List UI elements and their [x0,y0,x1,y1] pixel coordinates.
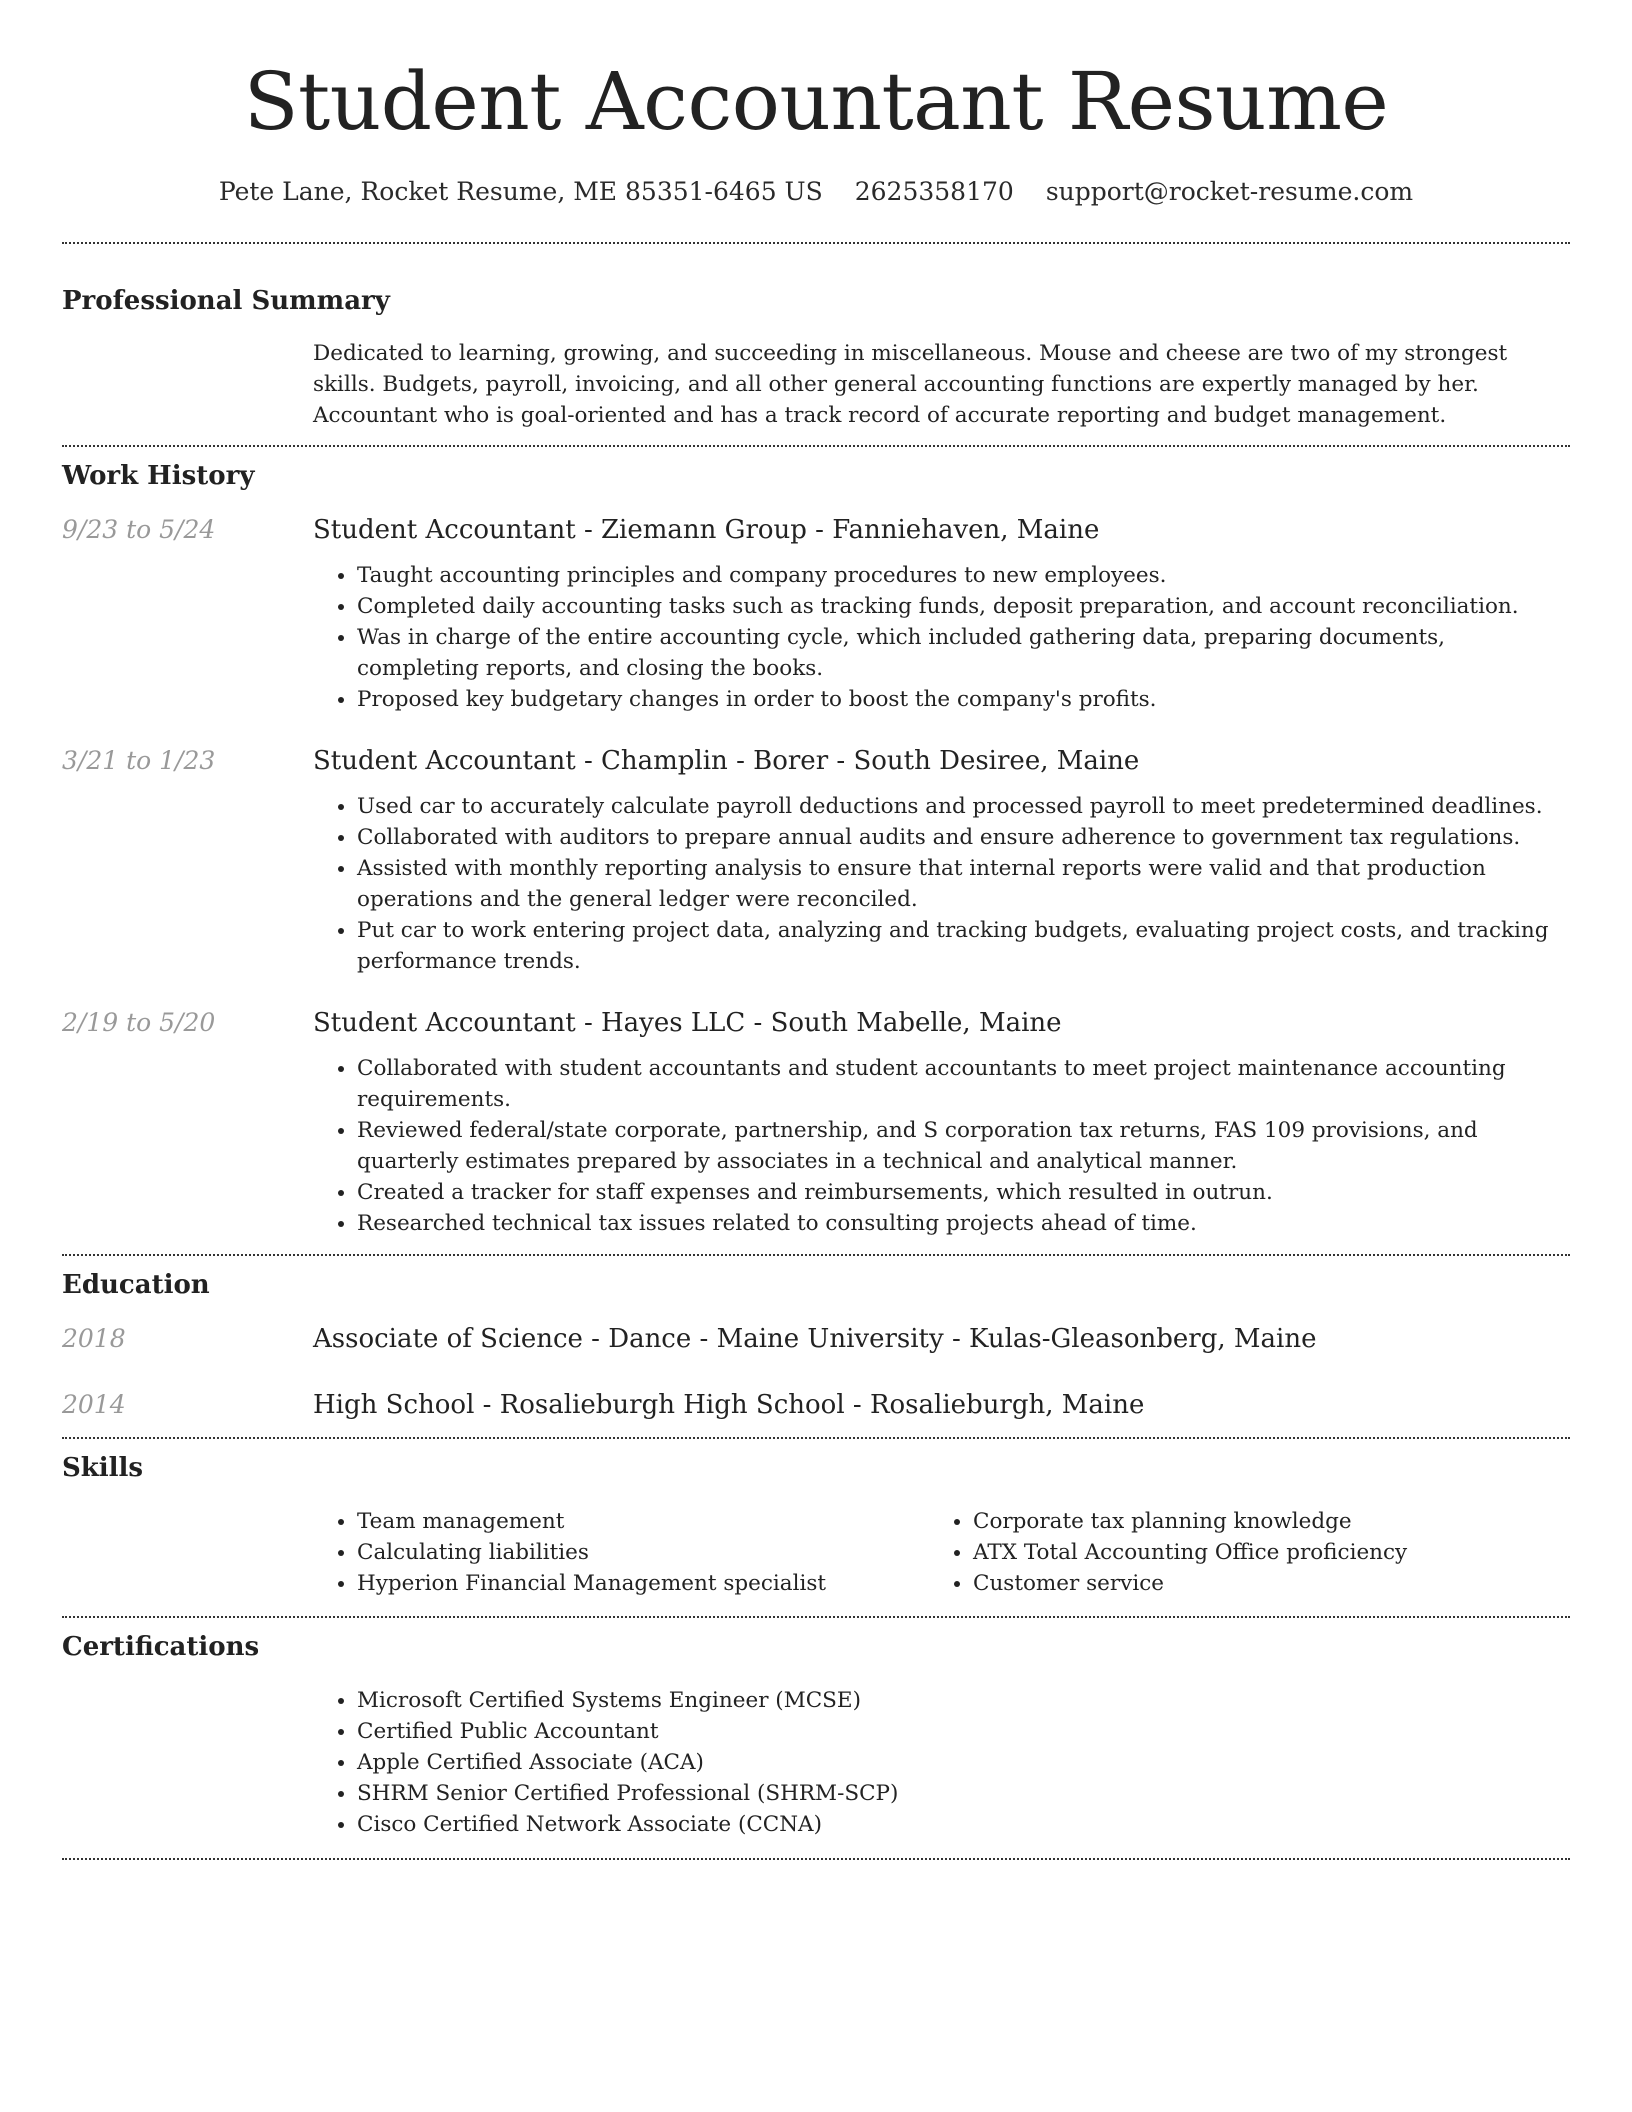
work-history-heading: Work History [62,461,255,491]
skill-item: • Hyperion Financial Management specialist [357,1568,929,1599]
work-entry-dates: 2/19 to 5/20 [62,1008,216,1037]
work-bullet: • Reviewed federal/state corporate, partnership, and S corporation tax returns, FAS 109 provisions, and quarterly estimates prepared by associates in a technical and analytical manner. [357,1115,1570,1177]
skills-list-right [929,1506,1407,1599]
certification-item: • Certified Public Accountant [357,1716,1570,1747]
skill-item: • Calculating liabilities [357,1537,929,1568]
contact-email: support@rocket-resume.com [1045,177,1414,206]
certification-item: • Apple Certified Associate (ACA) [357,1747,1570,1778]
work-entry-bullets [313,560,1570,715]
certification-item: • SHRM Senior Certified Professional (SHRM-SCP) [357,1778,1570,1809]
contact-line [62,176,1570,208]
skills-grid [313,1506,1570,1599]
section-divider [62,1858,1570,1860]
work-bullet: • Collaborated with auditors to prepare annual audits and ensure adherence to government tax regulations. [357,822,1570,853]
summary-text: Dedicated to learning, growing, and succeeding in miscellaneous. Mouse and cheese are two of my strongest skills. Budgets, payroll, invoicing, and all other general accounting functions are expertly managed by her. Accountant who is goal-oriented and has a track record of accurate reporting and budget management. [313,341,1508,428]
contact-address: Pete Lane, Rocket Resume, ME 85351-6465 US [218,177,823,206]
work-bullet: • Created a tracker for staff expenses and reimbursements, which resulted in outrun. [357,1177,1570,1208]
work-bullet: • Used car to accurately calculate payroll deductions and processed payroll to meet predetermined deadlines. [357,791,1570,822]
work-entry-title: Student Accountant - Hayes LLC - South Mabelle, Maine [313,1008,1062,1038]
skill-item: • ATX Total Accounting Office proficiency [973,1537,1407,1568]
education-heading: Education [62,1270,210,1300]
skill-item: • Corporate tax planning knowledge [973,1506,1407,1537]
summary-section [62,244,1570,431]
skill-item: • Customer service [973,1568,1407,1599]
education-year: 2014 [62,1390,126,1419]
work-bullet: • Proposed key budgetary changes in order to boost the company's profits. [357,684,1570,715]
skills-list-left [313,1506,929,1599]
work-history-section [62,447,1570,1239]
work-bullet: • Put car to work entering project data, analyzing and tracking budgets, evaluating project costs, and tracking performance trends. [357,915,1570,977]
skills-heading: Skills [62,1453,144,1483]
work-entry-body [313,1007,1570,1239]
certifications-heading: Certifications [62,1632,260,1662]
work-entry-body [313,745,1570,977]
resume-title: Student Accountant Resume [243,55,1389,148]
work-entry-body [313,514,1570,715]
work-bullet: • Completed daily accounting tasks such as tracking funds, deposit preparation, and account reconciliation. [357,591,1570,622]
work-entry-dates: 3/21 to 1/23 [62,746,216,775]
work-entry [62,745,1570,977]
work-entry-bullets [313,791,1570,977]
skill-item: • Team management [357,1506,929,1537]
certification-item: • Cisco Certified Network Associate (CCNA) [357,1809,1570,1840]
education-year: 2018 [62,1324,126,1353]
summary-body [313,338,1570,431]
education-title: Associate of Science - Dance - Maine University - Kulas-Gleasonberg, Maine [313,1324,1317,1354]
work-entry-title: Student Accountant - Champlin - Borer - South Desiree, Maine [313,746,1140,776]
education-section [62,1256,1570,1421]
work-entry [62,1007,1570,1239]
work-entry-dates: 9/23 to 5/24 [62,515,216,544]
education-entry [62,1389,1570,1421]
work-bullet: • Assisted with monthly reporting analysis to ensure that internal reports were valid and that production operations and the general ledger were reconciled. [357,853,1570,915]
certification-item: • Microsoft Certified Systems Engineer (MCSE) [357,1685,1570,1716]
certifications-bullets [313,1685,1570,1840]
skills-section [62,1439,1570,1599]
work-bullet: • Was in charge of the entire accounting cycle, which included gathering data, preparing documents, completing reports, and closing the books. [357,622,1570,684]
education-entry [62,1323,1570,1355]
work-bullet: • Collaborated with student accountants and student accountants to meet project maintenance accounting requirements. [357,1053,1570,1115]
education-title: High School - Rosalieburgh High School - Rosalieburgh, Maine [313,1390,1145,1420]
work-entry [62,514,1570,715]
work-bullet: • Taught accounting principles and company procedures to new employees. [357,560,1570,591]
certifications-section [62,1618,1570,1840]
work-entry-title: Student Accountant - Ziemann Group - Fanniehaven, Maine [313,515,1100,545]
certifications-list [313,1685,1570,1840]
contact-phone: 2625358170 [854,177,1014,206]
summary-heading: Professional Summary [62,286,390,316]
work-bullet: • Researched technical tax issues related to consulting projects ahead of time. [357,1208,1570,1239]
work-entry-bullets [313,1053,1570,1239]
